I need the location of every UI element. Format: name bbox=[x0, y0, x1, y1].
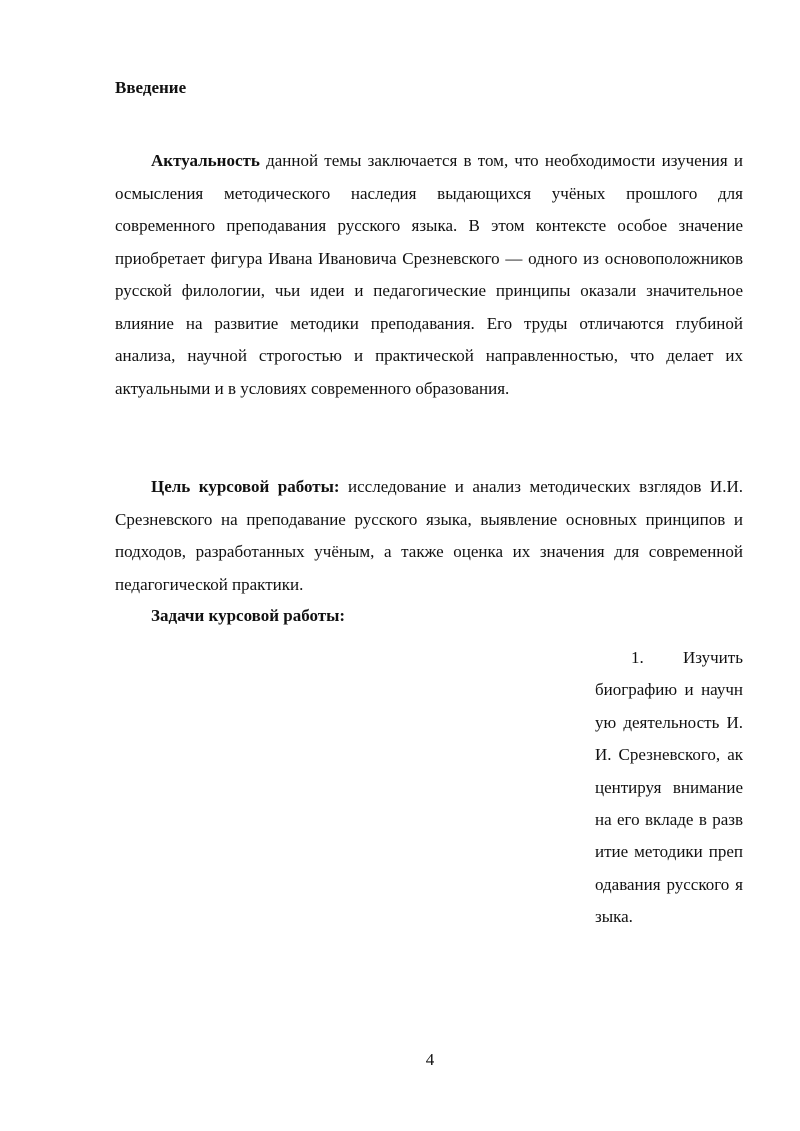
task-text: Изучить биографию и научную деятельность И.И. Срезневского, акцентируя внимание на его вкладе в развитие методики преподавания русского языка. bbox=[595, 648, 743, 927]
section-heading: Введение bbox=[115, 78, 187, 97]
task-list-item bbox=[595, 642, 743, 934]
goal-paragraph bbox=[115, 471, 743, 601]
page-number: 4 bbox=[425, 1050, 435, 1069]
task-number: 1. bbox=[631, 648, 644, 667]
goal-text: исследование и анализ методических взглядов И.И. Срезневского на преподавание русского языка, выявление основных принципов и подходов, разработанных учёным, а также оценка их значения для современной педагогической практики. bbox=[115, 477, 743, 594]
tasks-heading: Задачи курсовой работы: bbox=[151, 606, 346, 625]
relevance-text: данной темы заключается в том, что необходимости изучения и осмысления методического наследия выдающихся учёных прошлого для современного преподавания русского языка. В этом контексте особое значение приобретает фигура Ивана Ивановича Срезневского — одного из основоположников русской филологии, чьи идеи и педагогические принципы оказали значительное влияние на развитие методики преподавания. Его труды отличаются глубиной анализа, научной строгостью и практической направленностью, что делает их актуальными и в условиях современного образования. bbox=[115, 151, 743, 398]
relevance-paragraph bbox=[115, 145, 743, 405]
goal-lead: Цель курсовой работы: bbox=[151, 477, 340, 496]
relevance-lead: Актуальность bbox=[151, 151, 260, 170]
